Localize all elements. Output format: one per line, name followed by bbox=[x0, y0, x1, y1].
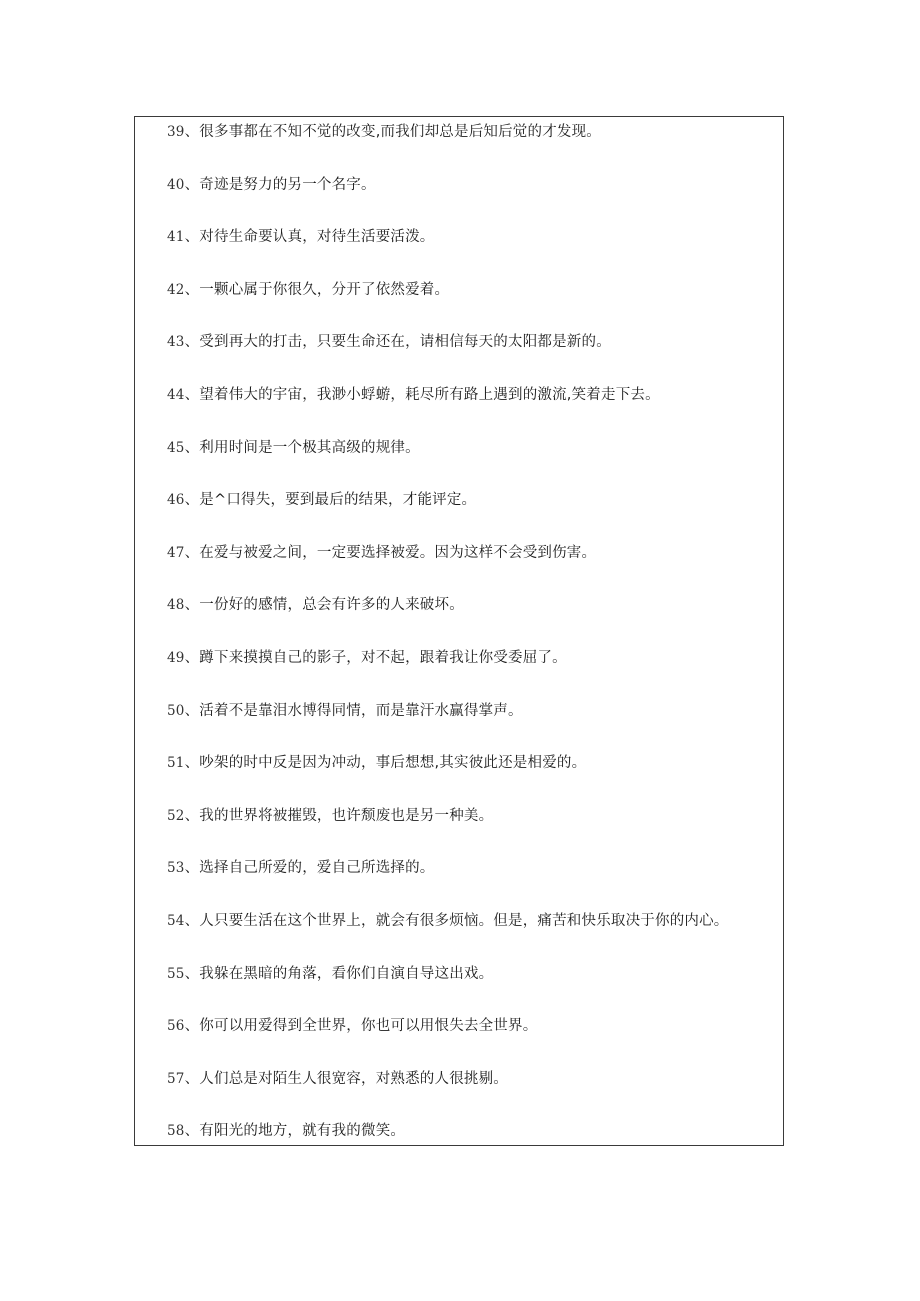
item-text: 、一颗心属于你很久，分开了依然爱着。 bbox=[184, 281, 450, 298]
item-text: 、你可以用爱得到全世界，你也可以用恨失去全世界。 bbox=[184, 1018, 538, 1035]
item-text: 、受到再大的打击，只要生命还在，请相信每天的太阳都是新的。 bbox=[184, 334, 611, 351]
item-text: 、我的世界将被摧毁，也许颓废也是另一种美。 bbox=[184, 807, 494, 824]
list-item bbox=[167, 1015, 729, 1068]
list-item bbox=[167, 542, 729, 595]
item-number: 53 bbox=[167, 860, 185, 877]
item-number: 41 bbox=[167, 229, 185, 246]
item-number: 42 bbox=[167, 281, 185, 298]
item-number: 44 bbox=[167, 386, 185, 403]
list-item bbox=[167, 384, 729, 437]
list-item bbox=[167, 752, 729, 805]
item-text: 、选择自己所爱的，爱自己所选择的。 bbox=[184, 860, 435, 877]
item-text: 、奇迹是努力的另一个名字。 bbox=[184, 176, 376, 193]
item-number: 55 bbox=[167, 965, 185, 982]
item-text: 、利用时间是一个极其高级的规律。 bbox=[184, 439, 420, 456]
item-number: 40 bbox=[167, 176, 185, 193]
item-number: 50 bbox=[167, 702, 185, 719]
item-number: 43 bbox=[167, 334, 185, 351]
item-text: 、吵架的时中反是因为冲动，事后想想,其实彼此还是相爱的。 bbox=[184, 755, 587, 772]
list-item bbox=[167, 1068, 729, 1121]
item-text: 、蹲下来摸摸自己的影子，对不起，跟着我让你受委屈了。 bbox=[184, 649, 567, 666]
list-item bbox=[167, 805, 729, 858]
list-item bbox=[167, 437, 729, 490]
item-number: 52 bbox=[167, 807, 185, 824]
item-text: 、很多事都在不知不觉的改变,而我们却总是后知后觉的才发现。 bbox=[184, 124, 602, 140]
item-number: 46 bbox=[167, 492, 185, 509]
list-item bbox=[167, 647, 729, 700]
item-number: 48 bbox=[167, 597, 185, 614]
list-item bbox=[167, 226, 729, 279]
item-number: 57 bbox=[167, 1070, 185, 1087]
item-text: 、一份好的感情，总会有许多的人来破坏。 bbox=[184, 597, 464, 614]
item-text: 、对待生命要认真，对待生活要活泼。 bbox=[184, 229, 435, 246]
list-item bbox=[167, 857, 729, 910]
item-text: 、我躲在黑暗的角落，看你们自演自导这出戏。 bbox=[184, 965, 494, 982]
item-text: 、在爱与被爱之间，一定要选择被爱。因为这样不会受到伤害。 bbox=[184, 544, 597, 561]
item-text: 、望着伟大的宇宙，我渺小蜉蝣，耗尽所有路上遇到的激流,笑着走下去。 bbox=[184, 386, 660, 403]
item-number: 58 bbox=[167, 1123, 185, 1140]
item-number: 49 bbox=[167, 649, 185, 666]
item-text: 、是^口得失，要到最后的结果，才能评定。 bbox=[184, 492, 477, 509]
item-number: 47 bbox=[167, 544, 185, 561]
item-number: 51 bbox=[167, 755, 185, 772]
quote-list bbox=[167, 121, 729, 1173]
list-item bbox=[167, 1120, 729, 1173]
item-text: 、有阳光的地方，就有我的微笑。 bbox=[184, 1123, 406, 1140]
list-item bbox=[167, 910, 729, 963]
item-number: 54 bbox=[167, 912, 185, 929]
item-text: 、人只要生活在这个世界上，就会有很多烦恼。但是，痛苦和快乐取决于你的内心。 bbox=[184, 912, 729, 929]
item-number: 45 bbox=[167, 439, 185, 456]
list-item bbox=[167, 331, 729, 384]
item-number: 56 bbox=[167, 1018, 185, 1035]
list-item bbox=[167, 594, 729, 647]
item-text: 、活着不是靠泪水博得同情，而是靠汗水赢得掌声。 bbox=[184, 702, 523, 719]
list-item bbox=[167, 174, 729, 227]
list-item bbox=[167, 121, 729, 174]
list-item bbox=[167, 279, 729, 332]
list-item bbox=[167, 489, 729, 542]
item-number: 39 bbox=[167, 124, 185, 140]
list-item bbox=[167, 700, 729, 753]
item-text: 、人们总是对陌生人很宽容，对熟悉的人很挑剔。 bbox=[184, 1070, 508, 1087]
list-item bbox=[167, 963, 729, 1016]
